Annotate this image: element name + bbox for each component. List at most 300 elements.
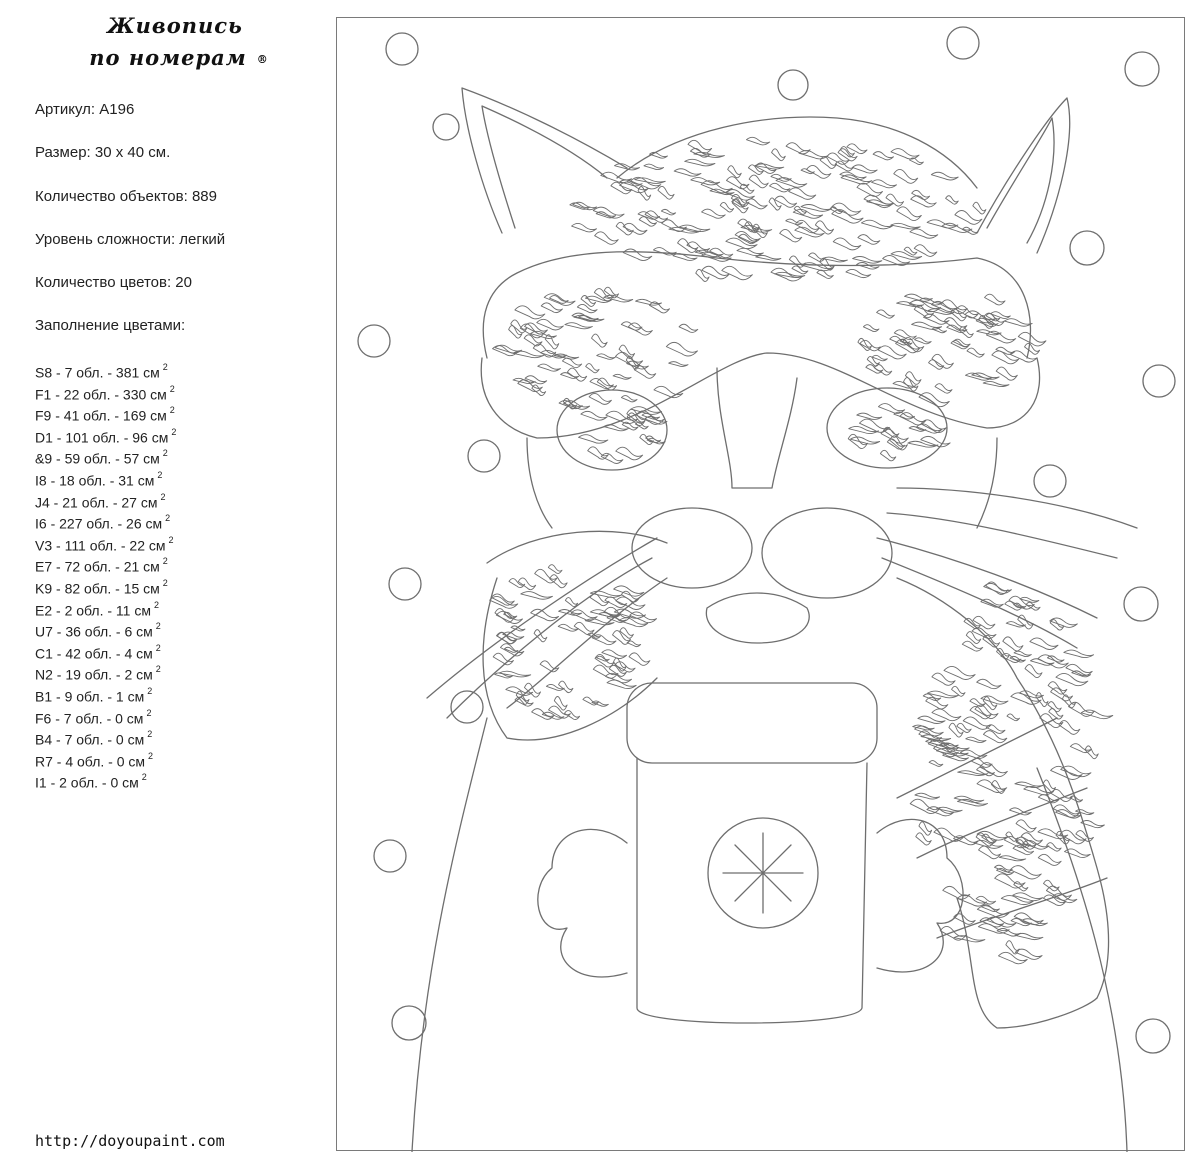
cat-ears [462,88,1070,253]
color-fill-text: E7 - 72 обл. - 21 см [35,559,160,575]
square-unit-mark: 2 [153,599,159,610]
knit-scribble [534,630,547,642]
knit-scribble [932,354,953,368]
knit-scribble [592,334,608,347]
knit-scribble [832,203,861,215]
square-unit-mark: 2 [160,491,166,502]
knit-scribble [977,780,1007,793]
knit-scribble [1052,894,1076,903]
knit-scribble [877,310,895,318]
brand-title-line2 [60,42,290,74]
knit-scribble [518,380,543,392]
knit-scribble [607,680,636,688]
knit-scribble [910,229,938,238]
knit-scribble [644,164,664,170]
knit-scribble [891,223,920,229]
knit-scribble [1024,786,1054,794]
knit-texture [490,565,657,720]
color-fill-row [35,684,176,706]
cat-face [527,438,997,528]
knit-scribble [616,447,643,460]
knit-scribble [726,177,748,189]
knit-scribble [944,666,975,679]
knit-scribble [728,166,742,178]
knit-scribble [635,178,666,184]
knit-scribble [586,364,599,373]
knit-scribble [926,697,948,709]
difficulty-level: Уровень сложности: легкий [35,230,226,248]
knit-scribble [801,169,814,174]
knit-scribble [977,679,1001,688]
snow-dot [358,325,390,357]
knit-scribble [983,381,1009,386]
color-fill-row [35,727,176,749]
snow-dot [1136,1019,1170,1053]
snow-dot [1143,365,1175,397]
knit-scribble [850,437,879,444]
color-fill-text: R7 - 4 обл. - 0 см [35,753,145,770]
knit-scribble [685,159,715,166]
knit-scribble [795,220,819,232]
square-unit-mark: 2 [168,534,174,545]
knit-scribble [905,372,921,385]
color-fill-text: V3 - 111 обл. - 22 см [35,537,166,554]
knit-scribble [928,691,959,698]
muzzle-right [762,508,892,598]
knit-scribble [737,248,763,255]
square-unit-mark: 2 [147,729,153,740]
knit-scribble [640,434,654,444]
color-fill-row [35,382,176,404]
color-fill-row [35,446,176,468]
knit-scribble [996,347,1015,354]
color-fill-text: I1 - 2 обл. - 0 см [35,774,139,791]
snow-dot [1070,231,1104,265]
knit-scribble [949,723,963,737]
knit-scribble [581,411,607,420]
square-unit-mark: 2 [165,513,171,524]
knit-scribble [935,384,952,393]
knit-scribble [572,223,597,232]
square-unit-mark: 2 [157,469,163,480]
knit-scribble [998,952,1027,964]
knit-scribble [1060,830,1086,844]
knit-scribble [590,378,614,388]
knit-scribble [1043,880,1059,891]
knit-scribble [912,190,930,199]
knit-scribble [910,799,940,813]
knit-scribble [722,266,753,279]
color-fill-text: U7 - 36 обл. - 6 см [35,623,153,640]
muzzle-left [632,508,752,588]
square-unit-mark: 2 [141,772,147,783]
knit-scribble [1066,664,1092,675]
color-fill-row [35,360,176,382]
knit-scribble [1013,893,1043,901]
color-fill-row [35,554,176,576]
knit-scribble [613,374,631,379]
knit-scribble [966,737,986,742]
knit-scribble [623,249,652,261]
square-unit-mark: 2 [155,664,161,675]
knit-scribble [593,207,624,218]
knit-scribble [967,348,984,357]
square-unit-mark: 2 [155,642,161,653]
knit-scribble [929,761,943,767]
coffee-cup [627,683,877,1023]
knit-scribble [999,856,1026,861]
snow-dot [392,1006,426,1040]
knit-scribble [873,152,893,160]
knit-scribble [931,172,958,180]
knit-scribble [991,312,1011,319]
color-fill-text: E2 - 2 обл. - 11 см [35,602,151,619]
snow-dot [778,70,808,100]
color-fill-text: F9 - 41 обл. - 169 см [35,407,167,424]
color-fill-text: F1 - 22 обл. - 330 см [35,386,167,403]
knit-scribble [853,257,882,264]
snow-dot [389,568,421,600]
knit-scribble [623,223,647,234]
knit-scribble [1009,808,1031,815]
knit-scribble [954,936,985,942]
knit-scribble [905,294,933,301]
knit-scribble [503,632,524,639]
knit-scribble [564,711,579,720]
knit-scribble [1025,343,1040,354]
knit-scribble [934,828,964,841]
knit-scribble [654,386,683,397]
knit-scribble [720,202,733,212]
knit-scribble [602,650,627,659]
colors-count: Количество цветов: 20 [35,274,192,292]
knit-scribble [619,345,634,358]
knit-scribble [559,681,573,693]
knit-scribble [937,807,963,812]
knit-scribble [872,355,887,360]
knit-scribble [897,207,922,221]
knit-scribble [702,209,726,218]
snowflake-icon [723,833,803,913]
knit-scribble [629,653,650,665]
knit-scribble [1006,941,1019,954]
knit-scribble [620,628,633,639]
knit-scribble [911,196,937,207]
knit-scribble [1010,866,1041,879]
brand-title-line1: Живопись [107,13,243,38]
canvas-size: Размер: 30 х 40 см. [35,144,171,162]
article-number: Артикул: A196 [35,101,135,118]
knit-scribble [679,324,698,332]
knit-scribble [789,188,816,200]
website-link[interactable]: http://doyoupaint.com [35,1132,225,1150]
knit-scribble [614,586,644,596]
knit-scribble [977,767,995,776]
knit-scribble [1030,659,1054,666]
knit-scribble [863,325,879,332]
knit-scribble [878,346,906,359]
color-fill-row [35,619,176,641]
square-unit-mark: 2 [162,556,168,567]
knit-scribble [577,304,597,312]
knit-scribble [962,227,978,234]
knit-scribble [1070,744,1091,753]
knit-scribble [1038,655,1069,668]
knit-scribble [915,793,940,799]
color-fill-text: N2 - 19 обл. - 2 см [35,666,153,683]
knit-scribble [541,303,562,313]
color-fill-row [35,490,176,512]
knit-scribble [674,169,701,176]
knit-scribble [525,376,547,384]
knit-scribble [891,149,919,160]
product-info [35,100,225,360]
knit-scribble [833,238,861,250]
knit-scribble [799,151,828,159]
knit-scribble [775,196,797,207]
snow-dot [1125,52,1159,86]
color-fill-row [35,749,176,771]
knit-scribble [857,183,883,196]
color-fill-list [35,360,176,792]
knit-scribble [996,367,1017,380]
knit-scribble [858,235,880,245]
knit-scribble [509,579,525,588]
knit-scribble [955,211,982,225]
knit-scribble [1025,665,1042,678]
cat-body [412,718,1127,1152]
knit-scribble [621,396,637,402]
knit-scribble [650,152,668,158]
knit-scribble [1004,319,1032,327]
knit-scribble [621,322,642,330]
knit-scribble [919,393,949,407]
color-fill-text: J4 - 21 обл. - 27 см [35,494,158,511]
knit-scribble [771,268,803,281]
knit-scribble [914,245,937,257]
knit-scribble [960,750,987,758]
knit-scribble [1003,637,1023,651]
square-unit-mark: 2 [162,362,168,372]
knit-scribble [746,137,769,145]
knit-scribble [1064,650,1094,658]
snow-dot [433,114,459,140]
knit-scribble [946,196,959,204]
knit-scribble [589,393,611,404]
color-fill-text: I6 - 227 обл. - 26 см [35,515,163,532]
left-eye [557,390,667,470]
knit-scribble [1061,766,1091,777]
knit-scribble [696,269,709,281]
knit-scribble [504,647,518,652]
knit-scribble [962,641,982,651]
knit-scribble [952,686,965,696]
knit-scribble [666,342,697,356]
cat-mouth [706,593,809,643]
left-paw [538,829,627,977]
snow-dots [358,27,1175,1053]
knit-scribble [852,165,877,173]
knit-scribble [658,186,674,199]
snow-dot [1034,465,1066,497]
color-fill-text: S8 - 7 обл. - 381 см [35,364,160,381]
knit-scribble [749,175,768,188]
knit-scribble [638,212,660,220]
objects-count: Количество объектов: 889 [35,187,217,205]
knit-scribble [653,248,676,255]
color-fill-row [35,641,176,663]
color-fill-row [35,576,176,598]
knit-scribble [880,450,895,461]
knit-scribble [817,270,833,278]
knit-scribble [846,269,871,277]
knit-texture [493,287,698,409]
knit-scribble [588,447,609,459]
knit-scribble [1038,854,1061,865]
brand-logo [60,10,290,74]
color-fill-text: B4 - 7 обл. - 0 см [35,731,145,748]
knit-scribble [847,144,867,154]
snow-dot [386,33,418,65]
coloring-canvas [336,17,1185,1151]
cup-sleeve [637,758,867,1023]
knit-scribble [1016,820,1036,832]
knit-texture [570,137,986,281]
knit-scribble [915,338,932,344]
knit-scribble [815,221,833,234]
color-fill-row [35,403,176,425]
knit-scribble [636,299,662,305]
knit-scribble [970,699,985,707]
cat-nose [717,368,797,488]
square-unit-mark: 2 [148,750,154,761]
fill-heading: Заполнение цветами: [35,317,186,335]
knit-scribble [661,209,675,215]
brand-title-line2-text: по номерам [89,45,247,70]
knit-scribble [592,701,608,706]
knit-scribble [538,364,561,371]
knit-scribble [537,319,564,330]
knit-scribble [860,340,880,351]
knit-scribble [579,435,608,444]
knit-scribble [746,199,767,209]
knit-scribble [932,709,961,721]
knit-texture [858,294,1046,407]
knit-scribble [944,318,967,331]
knit-scribble [590,591,621,597]
knit-scribble [894,169,918,183]
knit-scribble [772,149,786,161]
color-fill-row [35,425,176,447]
knit-scribble [872,180,897,188]
knit-scribble [548,565,562,574]
knit-scribble [943,886,970,899]
knit-scribble [601,453,623,463]
knit-scribble [597,354,616,359]
knit-scribble [995,874,1025,888]
knit-scribble [786,143,810,154]
knit-scribble [601,172,632,183]
knit-texture [579,407,668,464]
knit-scribble [504,612,517,618]
knit-scribble [615,352,642,366]
knit-texture [910,582,1113,964]
knit-scribble [558,624,578,631]
square-unit-mark: 2 [162,577,168,588]
square-unit-mark: 2 [169,405,175,416]
color-fill-row [35,770,176,792]
color-fill-row [35,706,176,728]
color-fill-text: K9 - 82 обл. - 15 см [35,580,160,597]
color-fill-text: D1 - 101 обл. - 96 см [35,429,169,446]
knit-scribble [985,294,1006,305]
cat-line-art [337,18,1186,1152]
knit-scribble [565,323,592,329]
knit-hat [481,117,1039,438]
knit-scribble [957,723,971,732]
knit-scribble [669,362,688,367]
knit-scribble [1019,691,1043,698]
color-fill-row [35,662,176,684]
color-fill-text: B1 - 9 обл. - 1 см [35,688,145,705]
knit-scribble [565,598,577,607]
color-fill-row [35,468,176,490]
color-fill-row [35,598,176,620]
knit-scribble [809,253,825,261]
knit-scribble [1036,693,1048,707]
square-unit-mark: 2 [162,448,168,459]
color-fill-text: C1 - 42 обл. - 4 см [35,645,153,662]
knit-scribble [515,306,545,319]
snow-dot [374,840,406,872]
knit-scribble [984,583,1012,593]
knit-scribble [1030,638,1058,650]
knit-scribble [932,673,955,685]
knit-scribble [495,345,522,353]
knit-scribble [756,255,781,260]
knit-scribble [1014,651,1031,656]
color-fill-row [35,533,176,555]
square-unit-mark: 2 [169,383,175,394]
knit-scribble [1007,714,1020,721]
knit-scribble [1047,843,1062,851]
knit-scribble [786,219,803,225]
color-fill-text: F6 - 7 обл. - 0 см [35,710,144,727]
knit-scribble [531,609,559,621]
knit-scribble [521,592,553,600]
snow-dot [1124,587,1158,621]
square-unit-mark: 2 [146,707,152,718]
square-unit-mark: 2 [155,621,161,632]
color-fill-text: I8 - 18 обл. - 31 см [35,472,155,489]
registered-mark: ® [256,53,269,66]
knit-scribble [590,594,609,606]
knit-scribble [918,716,945,723]
knit-scribble [616,222,633,235]
cup-lid [627,683,877,763]
knit-scribble [595,232,619,245]
knit-scribble [572,313,598,321]
square-unit-mark: 2 [171,426,177,437]
knit-scribble [861,220,892,229]
knit-scribble [983,731,1006,743]
color-fill-row [35,511,176,533]
knit-scribble [554,697,567,711]
knit-scribble [1015,949,1042,959]
knit-scribble [1018,332,1046,346]
snow-dot [468,440,500,472]
snow-dot [451,691,483,723]
